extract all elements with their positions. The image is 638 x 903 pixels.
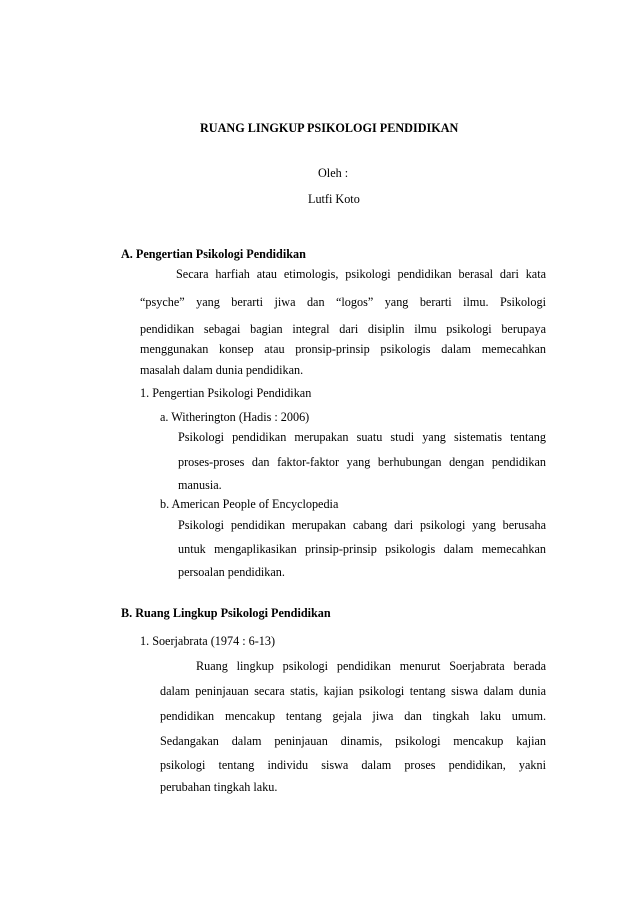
sub-item-a-line: Psikologi pendidikan merupakan suatu studi yang sistematis tentang	[178, 430, 546, 444]
section-b-paragraph-line: Sedangakan dalam peninjauan dinamis, psikologi mencakup kajian	[160, 734, 546, 748]
section-a-paragraph-line: menggunakan konsep atau pronsip-prinsip psikologis dalam memecahkan	[140, 342, 546, 356]
section-a-paragraph-line: masalah dalam dunia pendidikan.	[140, 363, 304, 377]
section-a-paragraph-line: Secara harfiah atau etimologis, psikologi pendidikan berasal dari kata	[176, 267, 546, 281]
sub-item-a-label: a. Witherington (Hadis : 2006)	[160, 410, 310, 424]
sub-item-b-line: persoalan pendidikan.	[178, 565, 285, 579]
document-title: RUANG LINGKUP PSIKOLOGI PENDIDIKAN	[200, 121, 459, 135]
section-a-item-1: 1. Pengertian Psikologi Pendidikan	[140, 386, 312, 400]
section-b-paragraph-line: pendidikan mencakup tentang gejala jiwa dan tingkah laku umum.	[160, 709, 546, 723]
sub-item-a-line: manusia.	[178, 478, 222, 492]
section-b-paragraph-line: Ruang lingkup psikologi pendidikan menurut Soerjabrata berada	[196, 659, 546, 673]
author-name: Lutfi Koto	[308, 192, 360, 206]
sub-item-a-line: proses-proses dan faktor-faktor yang berhubungan dengan pendidikan	[178, 455, 546, 469]
section-b-paragraph-line: dalam peninjauan secara statis, kajian psikologi tentang siswa dalam dunia	[160, 684, 546, 698]
section-a-paragraph-line: pendidikan sebagai bagian integral dari disiplin ilmu psikologi berupaya	[140, 322, 546, 336]
section-b-item-1: 1. Soerjabrata (1974 : 6-13)	[140, 634, 276, 648]
section-b-paragraph-line: psikologi tentang individu siswa dalam proses pendidikan, yakni	[160, 758, 546, 772]
section-a-heading: A. Pengertian Psikologi Pendidikan	[121, 247, 306, 261]
sub-item-b-label: b. American People of Encyclopedia	[160, 497, 339, 511]
sub-item-b-line: untuk mengaplikasikan prinsip-prinsip psikologis dalam memecahkan	[178, 542, 546, 556]
section-a-paragraph-line: “psyche” yang berarti jiwa dan “logos” yang berarti ilmu. Psikologi	[140, 295, 546, 309]
byline-label: Oleh :	[318, 166, 349, 180]
sub-item-b-line: Psikologi pendidikan merupakan cabang dari psikologi yang berusaha	[178, 518, 546, 532]
section-b-paragraph-line: perubahan tingkah laku.	[160, 780, 278, 794]
section-b-heading: B. Ruang Lingkup Psikologi Pendidikan	[121, 606, 331, 620]
